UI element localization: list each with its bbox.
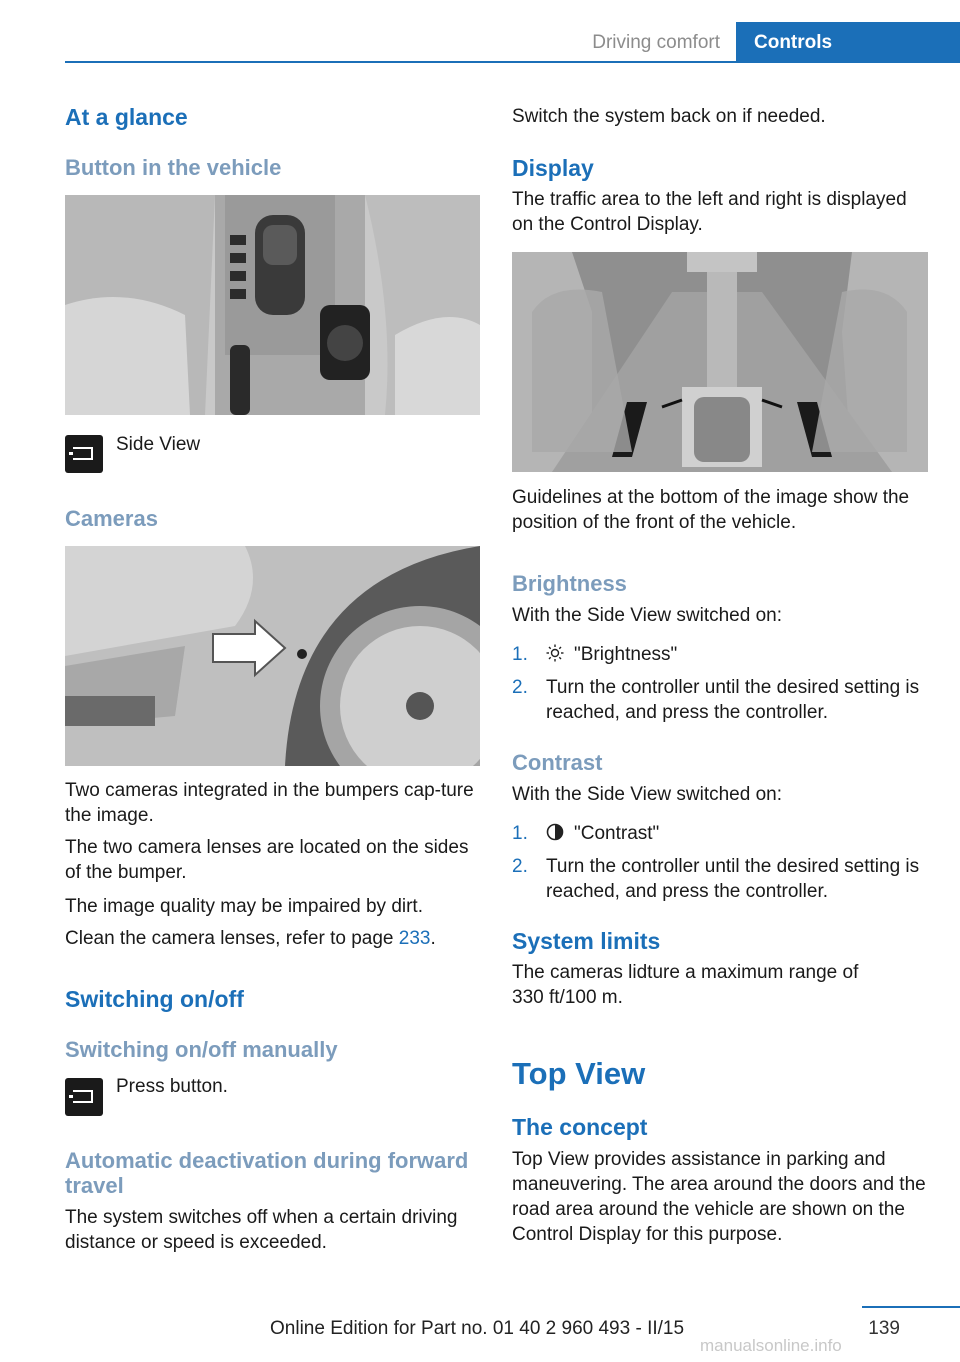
side-view-button-icon <box>65 435 103 473</box>
heading-automatic-deactivation: Automatic deactivation during forward travel <box>65 1148 469 1198</box>
heading-contrast: Contrast <box>512 750 603 775</box>
guidelines-paragraph: Guidelines at the bottom of the image show the position of the front of the vehicle. <box>512 487 910 533</box>
heading-cameras: Cameras <box>65 506 158 531</box>
press-button-text: Press button. <box>116 1076 228 1097</box>
header-section: Driving comfort <box>592 32 720 53</box>
sun-icon <box>546 644 564 669</box>
header-tab-controls: Controls <box>736 22 960 62</box>
footer-rule <box>862 1306 960 1308</box>
side-view-button-icon <box>65 1078 103 1116</box>
page-reference-link[interactable]: 233 <box>398 928 431 949</box>
page-number: 139 <box>868 1318 900 1339</box>
header-rule <box>65 61 960 63</box>
footer-edition: Online Edition for Part no. 01 40 2 960 493 - II/15 <box>270 1318 685 1339</box>
cameras-paragraph-2: The two camera lenses are located on the sides of the bumper. <box>65 837 469 883</box>
system-limits-paragraph: The cameras lidture a maximum range of 330 ft/100 m. <box>512 962 859 1008</box>
watermark: manualsonline.info <box>700 1336 842 1355</box>
cameras-paragraph-4: Clean the camera lenses, refer to page 233. <box>65 928 436 949</box>
heading-the-concept: The concept <box>512 1114 648 1140</box>
heading-switching-manually: Switching on/off manually <box>65 1037 338 1062</box>
contrast-intro: With the Side View switched on: <box>512 784 783 805</box>
heading-switching-on-off: Switching on/off <box>65 986 244 1012</box>
contrast-step-1: 1. "Contrast" <box>512 821 932 846</box>
brightness-step-1: 1. "Brightness" <box>512 642 932 667</box>
contrast-icon <box>546 823 564 848</box>
automatic-deactivation-paragraph: The system switches off when a certain driving distance or speed is exceeded. <box>65 1207 458 1253</box>
switch-back-text: Switch the system back on if needed. <box>512 106 826 127</box>
heading-system-limits: System limits <box>512 928 661 954</box>
brightness-step-2: 2. Turn the controller until the desired setting is reached, and press the controller. <box>512 677 920 723</box>
concept-paragraph: Top View provides assistance in parking and maneuvering. The area around the doors and the road area around the vehicle are shown on the Control Display for this purpose. <box>512 1149 926 1245</box>
center-console-photo <box>65 195 480 415</box>
heading-display: Display <box>512 155 594 181</box>
cameras-paragraph-1: Two cameras integrated in the bumpers cap‐ture the image. <box>65 780 474 826</box>
control-display-image <box>512 252 928 472</box>
heading-at-a-glance: At a glance <box>65 104 188 130</box>
side-view-label: Side View <box>116 434 201 455</box>
contrast-step-2: 2. Turn the controller until the desired setting is reached, and press the controller. <box>512 856 920 902</box>
display-paragraph: The traffic area to the left and right is displayed on the Control Display. <box>512 189 907 235</box>
cameras-paragraph-3: The image quality may be impaired by dirt. <box>65 896 423 917</box>
brightness-intro: With the Side View switched on: <box>512 605 783 626</box>
heading-button-in-vehicle: Button in the vehicle <box>65 155 282 180</box>
bumper-camera-photo <box>65 546 480 766</box>
heading-top-view: Top View <box>512 1056 646 1091</box>
heading-brightness: Brightness <box>512 571 627 596</box>
